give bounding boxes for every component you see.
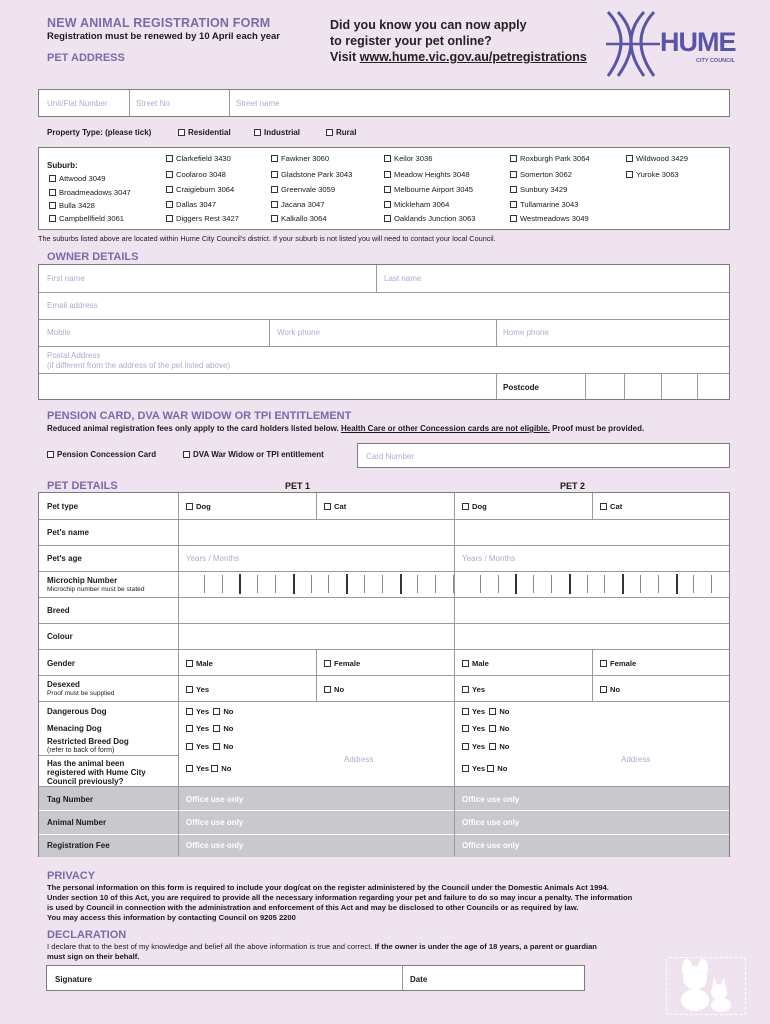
suburb-option[interactable]: [510, 214, 589, 223]
suburb-option[interactable]: [271, 185, 335, 194]
microchip-digit-divider: [693, 575, 694, 593]
pension-text: [47, 424, 644, 433]
suburb-checkbox[interactable]: [166, 171, 173, 178]
microchip-digit-divider: [417, 575, 418, 593]
pet1-restricted-options: [186, 742, 233, 751]
microchip-digit-divider: [587, 575, 588, 593]
pet1-female-option[interactable]: [324, 659, 360, 668]
restricted-breed-note: (refer to back of form): [47, 747, 115, 754]
suburb-checkbox[interactable]: [49, 215, 56, 222]
pet1-tag-office-use: Office use only: [186, 795, 244, 804]
pet2-registered-options: [462, 764, 507, 773]
pet-age-label: Pet's age: [47, 554, 82, 563]
suburb-option[interactable]: [384, 200, 449, 209]
suburb-checkbox[interactable]: [271, 171, 278, 178]
property-industrial-option[interactable]: [254, 128, 300, 137]
suburb-option[interactable]: [384, 170, 470, 179]
pet2-desexed-no[interactable]: [600, 685, 620, 694]
microchip-digit-divider: [569, 574, 571, 594]
privacy-line1: The personal information on this form is required to include your dog/cat on the register administered by the Council under the Domestic Animals Act 1994.: [47, 883, 609, 892]
pet2-desexed-no-checkbox[interactable]: [600, 686, 607, 693]
suburb-option[interactable]: [166, 170, 226, 179]
microchip-digit-divider: [604, 575, 605, 593]
registered-line2: registered with Hume City: [47, 768, 146, 777]
yes-label: Yes: [196, 724, 210, 733]
dva-option[interactable]: [183, 450, 324, 459]
microchip-digit-divider: [435, 575, 436, 593]
microchip-digit-divider: [498, 575, 499, 593]
date-field[interactable]: Date: [410, 975, 428, 984]
yes-label: Yes: [196, 685, 210, 694]
pet1-heading: PET 1: [285, 481, 311, 491]
street-number-field[interactable]: Street No: [136, 99, 170, 108]
colour-label: Colour: [47, 632, 73, 641]
card-number-placeholder: Card Number: [366, 452, 415, 461]
pet-address-heading: PET ADDRESS: [47, 52, 125, 64]
microchip-label: Microchip Number: [47, 576, 118, 585]
pet2-registered-no-checkbox[interactable]: [487, 765, 494, 772]
microchip-digit-divider: [364, 575, 365, 593]
microchip-digit-divider: [622, 574, 624, 594]
pet1-restricted-yes-checkbox[interactable]: [186, 743, 193, 750]
microchip-digit-divider: [711, 575, 712, 593]
industrial-checkbox[interactable]: [254, 129, 261, 136]
pet2-restricted-options: [462, 742, 509, 751]
no-label: No: [223, 742, 234, 751]
cat-label: Cat: [610, 502, 623, 511]
pet-type-label: Pet type: [47, 502, 79, 511]
pet2-heading: PET 2: [560, 481, 586, 491]
declaration-heading: DECLARATION: [47, 929, 127, 941]
suburb-name: Yuroke 3063: [636, 170, 679, 179]
pet2-dangerous-no-checkbox[interactable]: [489, 708, 496, 715]
suburb-option[interactable]: [384, 214, 475, 223]
form-subtitle: Registration must be renewed by 10 April each year: [47, 31, 281, 42]
pet-name-label: Pet's name: [47, 528, 89, 537]
suburb-checkbox[interactable]: [271, 186, 278, 193]
suburb-checkbox[interactable]: [49, 189, 56, 196]
declaration-text: [47, 942, 737, 962]
suburb-checkbox[interactable]: [49, 175, 56, 182]
dog-label: Dog: [472, 502, 487, 511]
pet2-menacing-yes-checkbox[interactable]: [462, 725, 469, 732]
postal-address-field[interactable]: Postal Address: [47, 351, 101, 360]
microchip-digit-divider: [400, 574, 402, 594]
suburb-name: Coolaroo 3048: [176, 170, 226, 179]
pet2-microchip-field[interactable]: [454, 571, 730, 597]
suburb-option[interactable]: [510, 200, 578, 209]
suburb-checkbox[interactable]: [510, 186, 517, 193]
pet-details-heading: PET DETAILS: [47, 480, 118, 492]
suburb-option[interactable]: [384, 185, 473, 194]
suburb-name: Clarkefield 3430: [176, 154, 231, 163]
email-field[interactable]: Email address: [47, 301, 98, 310]
pet2-male-checkbox[interactable]: [462, 660, 469, 667]
declaration-line1b: If the owner is under the age of 18 years, a parent or guardian: [374, 942, 597, 951]
suburb-checkbox[interactable]: [166, 155, 173, 162]
microchip-digit-divider: [382, 575, 383, 593]
pet2-previous-address-field[interactable]: Address: [621, 755, 651, 764]
gender-label: Gender: [47, 659, 76, 668]
suburb-option[interactable]: [271, 154, 329, 163]
male-label: Male: [196, 659, 213, 668]
microchip-digit-divider: [257, 575, 258, 593]
suburb-checkbox[interactable]: [271, 215, 278, 222]
pet1-dog-option[interactable]: [186, 502, 211, 511]
promo-line2: to register your pet online?: [330, 34, 492, 48]
yes-label: Yes: [196, 742, 210, 751]
pet2-desexed-yes-checkbox[interactable]: [462, 686, 469, 693]
logo-subtext: CITY COUNCIL: [696, 58, 736, 64]
suburb-checkbox[interactable]: [166, 201, 173, 208]
microchip-digit-divider: [222, 575, 223, 593]
pet2-dangerous-options: [462, 707, 509, 716]
suburb-name: Campbellfield 3061: [59, 214, 125, 223]
microchip-digit-divider: [729, 575, 730, 593]
no-label: No: [499, 707, 510, 716]
no-label: No: [334, 685, 345, 694]
pet1-previous-address-field[interactable]: Address: [344, 755, 374, 764]
signature-row: [46, 965, 585, 991]
dangerous-dog-label: Dangerous Dog: [47, 707, 107, 716]
pet2-age-field[interactable]: Years / Months: [462, 554, 516, 563]
male-label: Male: [472, 659, 489, 668]
female-label: Female: [334, 659, 361, 668]
pet2-male-option[interactable]: [462, 659, 489, 668]
pet1-menacing-options: [186, 724, 233, 733]
pet1-dangerous-no-checkbox[interactable]: [213, 708, 220, 715]
privacy-text: [47, 883, 737, 923]
suburb-option[interactable]: [271, 170, 352, 179]
form-title: NEW ANIMAL REGISTRATION FORM: [47, 16, 271, 30]
suburb-checkbox[interactable]: [626, 155, 633, 162]
pet1-dog-checkbox[interactable]: [186, 503, 193, 510]
no-label: No: [499, 724, 510, 733]
suburb-checkbox[interactable]: [510, 171, 517, 178]
pet1-menacing-yes-checkbox[interactable]: [186, 725, 193, 732]
suburb-checkbox[interactable]: [510, 155, 517, 162]
dog-label: Dog: [196, 502, 211, 511]
yes-label: Yes: [472, 764, 486, 773]
suburb-option[interactable]: [510, 185, 567, 194]
pet1-desexed-no-checkbox[interactable]: [324, 686, 331, 693]
microchip-digit-divider: [640, 575, 641, 593]
suburb-name: Broadmeadows 3047: [59, 188, 131, 197]
mobile-field[interactable]: Mobile: [47, 328, 71, 337]
suburb-name: Craigieburn 3064: [176, 185, 235, 194]
owner-details-heading: OWNER DETAILS: [47, 251, 139, 263]
suburb-name: Jacana 3047: [281, 200, 325, 209]
industrial-label: Industrial: [264, 128, 301, 137]
microchip-digit-divider: [658, 575, 659, 593]
pet2-restricted-no-checkbox[interactable]: [489, 743, 496, 750]
suburb-option[interactable]: [510, 170, 572, 179]
suburb-name: Attwood 3049: [59, 174, 106, 183]
suburb-checkbox[interactable]: [49, 202, 56, 209]
suburb-checkbox[interactable]: [271, 201, 278, 208]
suburb-option[interactable]: [49, 188, 131, 197]
menacing-dog-label: Menacing Dog: [47, 724, 102, 733]
pension-card-option[interactable]: [47, 450, 156, 459]
pet2-cat-checkbox[interactable]: [600, 503, 607, 510]
no-label: No: [610, 685, 621, 694]
yes-label: Yes: [196, 764, 210, 773]
suburb-checkbox[interactable]: [384, 171, 391, 178]
pet2-female-checkbox[interactable]: [600, 660, 607, 667]
suburb-option[interactable]: [626, 154, 688, 163]
suburb-checkbox[interactable]: [384, 215, 391, 222]
animal-number-label: Animal Number: [47, 818, 107, 827]
pet1-desexed-yes[interactable]: [186, 685, 209, 694]
suburb-option[interactable]: [166, 154, 231, 163]
suburb-label: Suburb:: [47, 161, 78, 170]
yes-label: Yes: [472, 707, 486, 716]
pension-card-label: Pension Concession Card: [57, 450, 157, 459]
pet1-age-field[interactable]: Years / Months: [186, 554, 240, 563]
suburb-name: Melbourne Airport 3045: [394, 185, 473, 194]
first-name-field[interactable]: First name: [47, 274, 85, 283]
dog-cat-icon: [667, 958, 745, 1014]
no-label: No: [497, 764, 508, 773]
yes-label: Yes: [472, 724, 486, 733]
promo-visit: Visit: [330, 50, 360, 64]
suburb-option[interactable]: [166, 185, 234, 194]
postal-address-note: (if different from the address of the pet listed above): [47, 361, 231, 370]
suburb-option[interactable]: [510, 154, 590, 163]
pet1-desexed-no[interactable]: [324, 685, 344, 694]
suburb-option[interactable]: [49, 174, 105, 183]
pet2-cat-option[interactable]: [600, 502, 622, 511]
suburb-option[interactable]: [49, 214, 124, 223]
no-label: No: [223, 707, 234, 716]
pet1-dangerous-yes-checkbox[interactable]: [186, 708, 193, 715]
card-number-field[interactable]: [357, 443, 730, 468]
suburb-option[interactable]: [626, 170, 679, 179]
microchip-digit-divider: [533, 575, 534, 593]
suburb-box: [38, 147, 730, 230]
desexed-label: Desexed: [47, 680, 80, 689]
suburb-name: Keilor 3036: [394, 154, 433, 163]
pension-text-c: Proof must be provided.: [549, 424, 645, 433]
microchip-digit-divider: [676, 574, 678, 594]
suburb-checkbox[interactable]: [384, 201, 391, 208]
suburb-name: Sunbury 3429: [520, 185, 568, 194]
pet1-cat-checkbox[interactable]: [324, 503, 331, 510]
tag-number-label: Tag Number: [47, 795, 94, 804]
online-promo: [330, 17, 587, 65]
privacy-line4: You may access this information by contacting Council on 9205 2200: [47, 913, 296, 922]
privacy-line2: Under section 10 of this Act, you are required to provide all the necessary information regarding your pet and failure to do so may incur a penalty. The information: [47, 893, 633, 902]
pet2-restricted-yes-checkbox[interactable]: [462, 743, 469, 750]
microchip-digit-divider: [346, 574, 348, 594]
suburb-checkbox[interactable]: [510, 201, 517, 208]
pet1-menacing-no-checkbox[interactable]: [213, 725, 220, 732]
suburb-checkbox[interactable]: [626, 171, 633, 178]
no-label: No: [223, 724, 234, 733]
privacy-heading: PRIVACY: [47, 870, 96, 882]
yes-label: Yes: [472, 685, 486, 694]
pet-address-row: [38, 89, 730, 117]
pet2-dog-option[interactable]: [462, 502, 487, 511]
pet-details-table: [38, 492, 730, 857]
pet1-male-checkbox[interactable]: [186, 660, 193, 667]
pet2-female-option[interactable]: [600, 659, 636, 668]
registered-previously-label: [47, 759, 146, 786]
female-label: Female: [610, 659, 637, 668]
suburb-name: Wildwood 3429: [636, 154, 688, 163]
registration-fee-label: Registration Fee: [47, 841, 110, 850]
work-phone-field[interactable]: Work phone: [277, 328, 320, 337]
breed-label: Breed: [47, 606, 70, 615]
pension-heading: PENSION CARD, DVA WAR WIDOW OR TPI ENTITLEMENT: [47, 410, 352, 422]
suburb-name: Bulla 3428: [59, 201, 95, 210]
suburb-name: Diggers Rest 3427: [176, 214, 239, 223]
pet1-animal-office-use: Office use only: [186, 818, 244, 827]
pet1-fee-office-use: Office use only: [186, 841, 244, 850]
hume-logo: [604, 10, 744, 80]
property-type-label: Property Type: (please tick): [47, 128, 152, 137]
pet1-dangerous-options: [186, 707, 233, 716]
microchip-digit-divider: [311, 575, 312, 593]
pension-text-a: Reduced animal registration fees only apply to the card holders listed below.: [47, 424, 341, 433]
rural-checkbox[interactable]: [326, 129, 333, 136]
suburb-option[interactable]: [49, 201, 95, 210]
suburb-option[interactable]: [384, 154, 432, 163]
suburb-name: Mickleham 3064: [394, 200, 450, 209]
promo-url-link[interactable]: www.hume.vic.gov.au/petregistrations: [359, 50, 587, 64]
promo-line1: Did you know you can now apply: [330, 18, 527, 32]
pension-card-checkbox[interactable]: [47, 451, 54, 458]
cat-label: Cat: [334, 502, 347, 511]
suburb-name: Roxburgh Park 3064: [520, 154, 590, 163]
owner-details-box: [38, 264, 730, 400]
property-rural-option[interactable]: [326, 128, 356, 137]
unit-number-field[interactable]: Unit/Flat Number: [47, 99, 108, 108]
street-name-field[interactable]: Street name: [236, 99, 280, 108]
suburb-checkbox[interactable]: [510, 215, 517, 222]
pet1-male-option[interactable]: [186, 659, 213, 668]
registered-line1: Has the animal been: [47, 759, 125, 768]
no-label: No: [221, 764, 232, 773]
suburb-checkbox[interactable]: [271, 155, 278, 162]
suburb-option[interactable]: [271, 214, 327, 223]
office-use-area: [39, 786, 729, 857]
microchip-note: Microchip number must be stated: [47, 586, 145, 593]
declaration-line2: must sign on their behalf.: [47, 952, 140, 961]
suburb-option[interactable]: [166, 200, 216, 209]
pet1-registered-options: [186, 764, 231, 773]
suburb-checkbox[interactable]: [384, 155, 391, 162]
microchip-digit-divider: [239, 574, 241, 594]
dva-label: DVA War Widow or TPI entitlement: [193, 450, 324, 459]
restricted-breed-label: Restricted Breed Dog: [47, 737, 129, 746]
pet2-registered-yes-checkbox[interactable]: [462, 765, 469, 772]
postcode-label: Postcode: [503, 383, 540, 392]
suburb-name: Oaklands Junction 3063: [394, 214, 476, 223]
microchip-digit-divider: [515, 574, 517, 594]
suburb-name: Meadow Heights 3048: [394, 170, 470, 179]
suburb-name: Gladstone Park 3043: [281, 170, 353, 179]
suburb-name: Westmeadows 3049: [520, 214, 589, 223]
pet2-menacing-no-checkbox[interactable]: [489, 725, 496, 732]
suburb-option[interactable]: [166, 214, 239, 223]
suburb-note: The suburbs listed above are located within Hume City Council's district. If your suburb is not listed you will need to contact your local Council.: [38, 234, 496, 243]
declaration-line1a: I declare that to the best of my knowledge and belief all the above information is true and correct.: [47, 942, 375, 951]
pet1-female-checkbox[interactable]: [324, 660, 331, 667]
pet2-menacing-options: [462, 724, 509, 733]
registered-line3: Council previously?: [47, 777, 124, 786]
suburb-name: Somerton 3062: [520, 170, 572, 179]
pension-text-b: Health Care or other Concession cards are not eligible.: [341, 424, 550, 433]
pet-icon-watermark: [666, 957, 746, 1015]
residential-checkbox[interactable]: [178, 129, 185, 136]
suburb-name: Kalkallo 3064: [281, 214, 327, 223]
suburb-checkbox[interactable]: [384, 186, 391, 193]
privacy-line3: is used by Council in connection with the administration and enforcement of this Act and may be disclosed to other Councils or as required by law.: [47, 903, 579, 912]
rural-label: Rural: [336, 128, 357, 137]
suburb-name: Greenvale 3059: [281, 185, 336, 194]
suburb-name: Tullamarine 3043: [520, 200, 579, 209]
suburb-name: Fawkner 3060: [281, 154, 330, 163]
suburb-checkbox[interactable]: [166, 186, 173, 193]
no-label: No: [499, 742, 510, 751]
yes-label: Yes: [472, 742, 486, 751]
signature-field[interactable]: Signature: [55, 975, 92, 984]
pet2-animal-office-use: Office use only: [462, 818, 520, 827]
microchip-digit-divider: [293, 574, 295, 594]
residential-label: Residential: [188, 128, 231, 137]
suburb-name: Dallas 3047: [176, 200, 217, 209]
pet1-restricted-no-checkbox[interactable]: [213, 743, 220, 750]
dva-checkbox[interactable]: [183, 451, 190, 458]
pet2-dog-checkbox[interactable]: [462, 503, 469, 510]
pet1-registered-yes-checkbox[interactable]: [186, 765, 193, 772]
home-phone-field[interactable]: Home phone: [503, 328, 549, 337]
desexed-note: Proof must be supplied: [47, 690, 115, 697]
microchip-digit-divider: [480, 575, 481, 593]
pet2-tag-office-use: Office use only: [462, 795, 520, 804]
pet1-microchip-field[interactable]: [178, 571, 454, 597]
property-residential-option[interactable]: [178, 128, 231, 137]
last-name-field[interactable]: Last name: [384, 274, 422, 283]
microchip-digit-divider: [204, 575, 205, 593]
microchip-digit-divider: [328, 575, 329, 593]
yes-label: Yes: [196, 707, 210, 716]
suburb-checkbox[interactable]: [166, 215, 173, 222]
suburb-option[interactable]: [271, 200, 325, 209]
pet2-desexed-yes[interactable]: [462, 685, 485, 694]
pet2-dangerous-yes-checkbox[interactable]: [462, 708, 469, 715]
pet1-registered-no-checkbox[interactable]: [211, 765, 218, 772]
pet1-desexed-yes-checkbox[interactable]: [186, 686, 193, 693]
logo-text: HUME: [660, 27, 736, 57]
pet2-fee-office-use: Office use only: [462, 841, 520, 850]
pet1-cat-option[interactable]: [324, 502, 346, 511]
microchip-digit-divider: [551, 575, 552, 593]
microchip-digit-divider: [275, 575, 276, 593]
